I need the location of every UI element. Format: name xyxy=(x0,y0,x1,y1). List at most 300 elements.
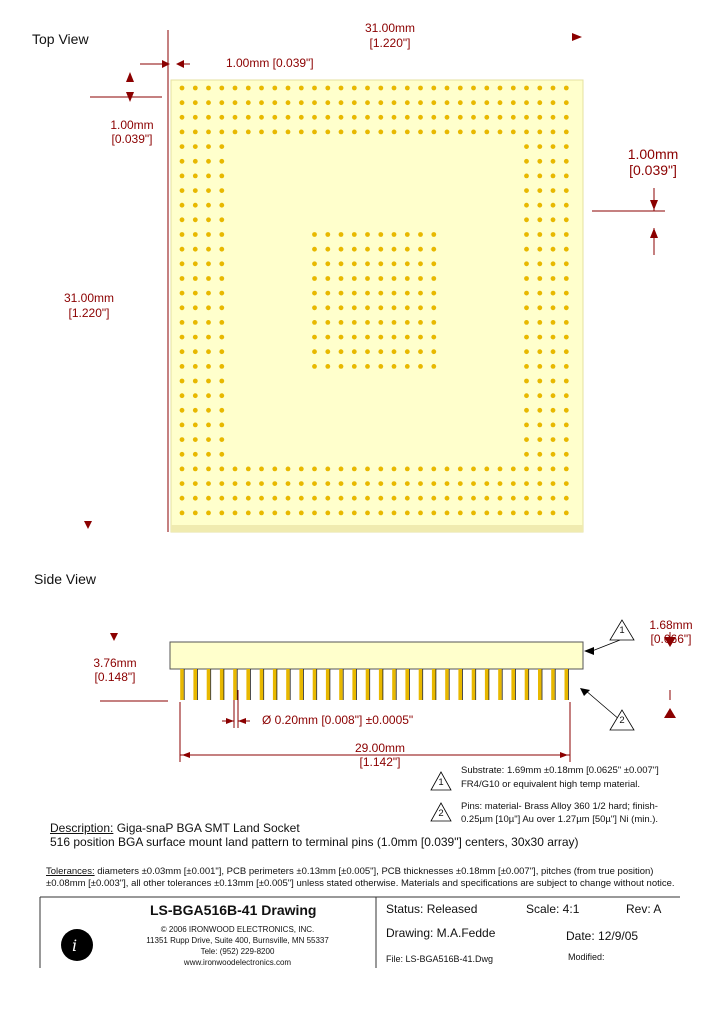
note-2-number-top: 2 xyxy=(619,715,625,726)
pad xyxy=(233,115,238,120)
pad xyxy=(259,511,264,516)
pad xyxy=(392,364,397,369)
pad xyxy=(378,291,383,296)
pad xyxy=(193,496,198,501)
pad xyxy=(365,130,370,135)
pad xyxy=(352,305,357,310)
pad xyxy=(365,276,370,281)
pad xyxy=(219,115,224,120)
pad xyxy=(431,291,436,296)
pad xyxy=(193,393,198,398)
pad xyxy=(524,349,529,354)
pad xyxy=(365,481,370,486)
pad xyxy=(564,467,569,472)
pad xyxy=(405,232,410,237)
pad xyxy=(551,364,556,369)
pad xyxy=(365,291,370,296)
pad xyxy=(537,203,542,208)
pad xyxy=(365,100,370,105)
pad xyxy=(339,261,344,266)
pad xyxy=(259,130,264,135)
pad xyxy=(378,276,383,281)
span-in: [1.142"] xyxy=(359,755,401,769)
pad xyxy=(564,217,569,222)
side-pin xyxy=(419,669,423,700)
pad xyxy=(180,86,185,91)
pad xyxy=(286,100,291,105)
pad xyxy=(219,335,224,340)
pad xyxy=(378,496,383,501)
pad xyxy=(246,511,251,516)
pad xyxy=(537,305,542,310)
pad xyxy=(312,276,317,281)
pad xyxy=(524,320,529,325)
pad xyxy=(286,496,291,501)
pad xyxy=(312,130,317,135)
pad xyxy=(206,467,211,472)
pad xyxy=(511,100,516,105)
pad xyxy=(471,496,476,501)
pad xyxy=(392,511,397,516)
pad xyxy=(206,247,211,252)
pad xyxy=(246,496,251,501)
pad xyxy=(537,130,542,135)
pad xyxy=(524,379,529,384)
pad xyxy=(378,320,383,325)
pad xyxy=(498,511,503,516)
left-height-mm: 31.00mm xyxy=(63,291,115,305)
description-line-2: 516 position BGA surface mount land pattern to terminal pins (1.0mm [0.039"] centers, 30x30 array) xyxy=(50,835,579,849)
note-1-line-1: Substrate: 1.69mm ±0.18mm [0.0625" ±0.007"] xyxy=(461,765,659,776)
pad xyxy=(378,467,383,472)
top-view-board xyxy=(171,80,583,532)
pad xyxy=(312,291,317,296)
pad xyxy=(339,364,344,369)
pad xyxy=(524,335,529,340)
pad xyxy=(564,159,569,164)
pad xyxy=(537,423,542,428)
pad xyxy=(312,481,317,486)
pad xyxy=(219,232,224,237)
pad xyxy=(193,320,198,325)
side-pin xyxy=(233,669,237,700)
pad xyxy=(405,481,410,486)
pad xyxy=(233,511,238,516)
pad xyxy=(524,144,529,149)
pad xyxy=(272,130,277,135)
pad xyxy=(524,496,529,501)
company-line-4: www.ironwoodelectronics.com xyxy=(183,958,292,967)
pad xyxy=(537,217,542,222)
pad xyxy=(286,115,291,120)
pad xyxy=(551,379,556,384)
pad xyxy=(458,496,463,501)
pad xyxy=(352,261,357,266)
pad xyxy=(431,305,436,310)
side-pin xyxy=(246,669,250,700)
revision: Rev: A xyxy=(626,902,662,916)
pad xyxy=(458,115,463,120)
pad xyxy=(392,335,397,340)
pad xyxy=(206,379,211,384)
pad xyxy=(431,349,436,354)
pad xyxy=(180,437,185,442)
pad xyxy=(339,467,344,472)
pad xyxy=(193,511,198,516)
pad xyxy=(219,379,224,384)
pad xyxy=(537,335,542,340)
pad xyxy=(551,496,556,501)
pad xyxy=(180,261,185,266)
pad xyxy=(180,349,185,354)
pad xyxy=(206,100,211,105)
side-pin xyxy=(220,669,224,700)
pad xyxy=(551,305,556,310)
pad xyxy=(498,496,503,501)
pad xyxy=(206,364,211,369)
pad xyxy=(206,130,211,135)
pad xyxy=(378,130,383,135)
side-left-mm: 3.76mm xyxy=(93,656,137,670)
pad xyxy=(193,247,198,252)
pad xyxy=(445,467,450,472)
pad xyxy=(537,100,542,105)
pad xyxy=(193,379,198,384)
pad xyxy=(180,144,185,149)
pad xyxy=(233,86,238,91)
pad xyxy=(180,481,185,486)
pad xyxy=(551,393,556,398)
pad xyxy=(537,144,542,149)
pad xyxy=(193,130,198,135)
pad xyxy=(352,100,357,105)
pad xyxy=(286,86,291,91)
pad xyxy=(378,86,383,91)
pad xyxy=(524,393,529,398)
pad xyxy=(564,188,569,193)
leader-arrow-2 xyxy=(580,688,590,696)
pad xyxy=(180,115,185,120)
pad xyxy=(206,452,211,457)
pad xyxy=(365,511,370,516)
pad xyxy=(418,511,423,516)
pad xyxy=(206,481,211,486)
pad xyxy=(325,100,330,105)
pad xyxy=(431,86,436,91)
pad xyxy=(193,261,198,266)
pad xyxy=(219,130,224,135)
pad xyxy=(312,86,317,91)
pad xyxy=(193,305,198,310)
pad xyxy=(312,496,317,501)
pad xyxy=(511,496,516,501)
pad xyxy=(551,261,556,266)
side-pin xyxy=(339,669,343,700)
pad xyxy=(498,115,503,120)
pad xyxy=(352,511,357,516)
pad xyxy=(352,232,357,237)
pad xyxy=(405,364,410,369)
pad xyxy=(405,247,410,252)
drawing-by: Drawing: M.A.Fedde xyxy=(386,926,496,940)
pad xyxy=(339,86,344,91)
pad xyxy=(511,481,516,486)
pad xyxy=(524,481,529,486)
pad xyxy=(537,481,542,486)
pad xyxy=(405,291,410,296)
pad xyxy=(564,86,569,91)
pad xyxy=(537,452,542,457)
pad xyxy=(524,452,529,457)
pad xyxy=(524,217,529,222)
pad xyxy=(312,320,317,325)
pad xyxy=(180,203,185,208)
pad xyxy=(551,100,556,105)
pad xyxy=(219,408,224,413)
pad xyxy=(405,130,410,135)
note-2-line-1: Pins: material- Brass Alloy 360 1/2 hard; finish- xyxy=(461,801,658,812)
side-pin xyxy=(299,669,303,700)
pad xyxy=(418,232,423,237)
pad xyxy=(378,232,383,237)
pad xyxy=(259,481,264,486)
pad xyxy=(498,100,503,105)
pad xyxy=(537,159,542,164)
pad xyxy=(339,291,344,296)
right-pitch-mm: 1.00mm xyxy=(627,146,679,162)
pad xyxy=(219,203,224,208)
pad xyxy=(418,291,423,296)
pad xyxy=(219,261,224,266)
side-right-in: [0.066"] xyxy=(650,632,692,646)
pad xyxy=(537,364,542,369)
pad xyxy=(378,261,383,266)
pad xyxy=(352,86,357,91)
pad xyxy=(286,481,291,486)
pad xyxy=(524,423,529,428)
pitch-left-in: [0.039"] xyxy=(111,132,153,146)
pad xyxy=(524,276,529,281)
pad xyxy=(458,511,463,516)
pad xyxy=(365,305,370,310)
pad xyxy=(365,247,370,252)
pad xyxy=(418,276,423,281)
pad xyxy=(524,437,529,442)
pad xyxy=(551,481,556,486)
pad xyxy=(206,305,211,310)
pad xyxy=(378,100,383,105)
pad xyxy=(537,437,542,442)
pad xyxy=(392,232,397,237)
pad xyxy=(564,379,569,384)
pad xyxy=(206,423,211,428)
scale: Scale: 4:1 xyxy=(526,902,580,916)
pad xyxy=(219,467,224,472)
pad xyxy=(180,100,185,105)
pad xyxy=(445,481,450,486)
pad xyxy=(564,452,569,457)
pad xyxy=(405,100,410,105)
side-pin xyxy=(472,669,476,700)
pad xyxy=(219,291,224,296)
pad xyxy=(564,261,569,266)
pad xyxy=(564,437,569,442)
pad xyxy=(471,115,476,120)
pad xyxy=(312,232,317,237)
pad xyxy=(405,496,410,501)
pad xyxy=(206,335,211,340)
pad xyxy=(564,291,569,296)
pad xyxy=(392,276,397,281)
note-1-number-top: 1 xyxy=(619,625,625,636)
pad xyxy=(418,115,423,120)
pad xyxy=(564,496,569,501)
pad xyxy=(206,496,211,501)
side-pin xyxy=(326,669,330,700)
note-2-line-2: 0.25µm [10µ"] Au over 1.27µm [50µ"] Ni (min.). xyxy=(461,814,659,825)
pad xyxy=(339,100,344,105)
pad xyxy=(233,496,238,501)
pad xyxy=(537,349,542,354)
pad xyxy=(511,511,516,516)
svg-text:i: i xyxy=(72,936,78,955)
leader-arrow-1 xyxy=(584,647,594,655)
pad xyxy=(498,481,503,486)
pad xyxy=(484,496,489,501)
pad xyxy=(524,86,529,91)
pad xyxy=(392,261,397,266)
pad xyxy=(392,100,397,105)
top-width-mm: 31.00mm xyxy=(364,21,416,35)
pad xyxy=(193,291,198,296)
pad xyxy=(431,232,436,237)
pad xyxy=(193,364,198,369)
pad xyxy=(325,481,330,486)
pad xyxy=(378,349,383,354)
pad xyxy=(524,247,529,252)
pad xyxy=(219,437,224,442)
pad xyxy=(180,217,185,222)
left-height-in: [1.220"] xyxy=(68,306,110,320)
pad xyxy=(219,481,224,486)
pad xyxy=(180,379,185,384)
pad xyxy=(219,349,224,354)
pad xyxy=(498,467,503,472)
pad xyxy=(352,276,357,281)
pad xyxy=(537,174,542,179)
pad xyxy=(180,232,185,237)
pad xyxy=(365,335,370,340)
side-pin xyxy=(207,669,211,700)
pad xyxy=(206,276,211,281)
pad xyxy=(352,364,357,369)
side-left-in: [0.148"] xyxy=(94,670,136,684)
pad xyxy=(418,100,423,105)
pad xyxy=(524,159,529,164)
pad xyxy=(325,349,330,354)
pad xyxy=(551,247,556,252)
pad xyxy=(180,188,185,193)
pad xyxy=(471,511,476,516)
pad xyxy=(219,217,224,222)
drawing-title: LS-BGA516B-41 Drawing xyxy=(150,902,317,918)
pad xyxy=(418,261,423,266)
pad xyxy=(246,100,251,105)
pad xyxy=(564,349,569,354)
pad xyxy=(551,408,556,413)
pad xyxy=(498,86,503,91)
pad xyxy=(259,86,264,91)
pad xyxy=(325,86,330,91)
side-pin xyxy=(525,669,529,700)
pad xyxy=(325,305,330,310)
pad xyxy=(405,349,410,354)
pad xyxy=(352,467,357,472)
pad xyxy=(193,335,198,340)
pad xyxy=(206,261,211,266)
pad xyxy=(219,496,224,501)
pad xyxy=(299,496,304,501)
pad xyxy=(431,335,436,340)
pad xyxy=(312,511,317,516)
pad xyxy=(286,130,291,135)
pad xyxy=(312,305,317,310)
pad xyxy=(180,408,185,413)
company-line-2: 11351 Rupp Drive, Suite 400, Burnsville, MN 55337 xyxy=(146,936,329,945)
pad xyxy=(405,276,410,281)
pad xyxy=(524,130,529,135)
pad xyxy=(524,203,529,208)
pad xyxy=(339,511,344,516)
pad xyxy=(325,320,330,325)
pad xyxy=(537,247,542,252)
pad xyxy=(392,247,397,252)
pad xyxy=(193,217,198,222)
pad xyxy=(365,232,370,237)
pad xyxy=(445,115,450,120)
pad xyxy=(551,291,556,296)
pad xyxy=(564,203,569,208)
pad xyxy=(193,408,198,413)
pad xyxy=(312,349,317,354)
pad xyxy=(551,232,556,237)
side-pin xyxy=(260,669,264,700)
pad xyxy=(219,320,224,325)
pad xyxy=(431,364,436,369)
pad xyxy=(259,496,264,501)
pad xyxy=(206,86,211,91)
pad xyxy=(418,335,423,340)
pad xyxy=(458,481,463,486)
pad xyxy=(551,276,556,281)
pad xyxy=(193,481,198,486)
pad xyxy=(418,305,423,310)
pad xyxy=(418,320,423,325)
pad xyxy=(405,261,410,266)
pad xyxy=(484,481,489,486)
pad xyxy=(392,349,397,354)
pad xyxy=(219,452,224,457)
pad xyxy=(193,423,198,428)
pad xyxy=(431,467,436,472)
pad xyxy=(537,276,542,281)
pad xyxy=(551,511,556,516)
pad xyxy=(537,320,542,325)
pad xyxy=(392,496,397,501)
pad xyxy=(537,496,542,501)
pad xyxy=(325,276,330,281)
modified: Modified: xyxy=(568,952,605,962)
